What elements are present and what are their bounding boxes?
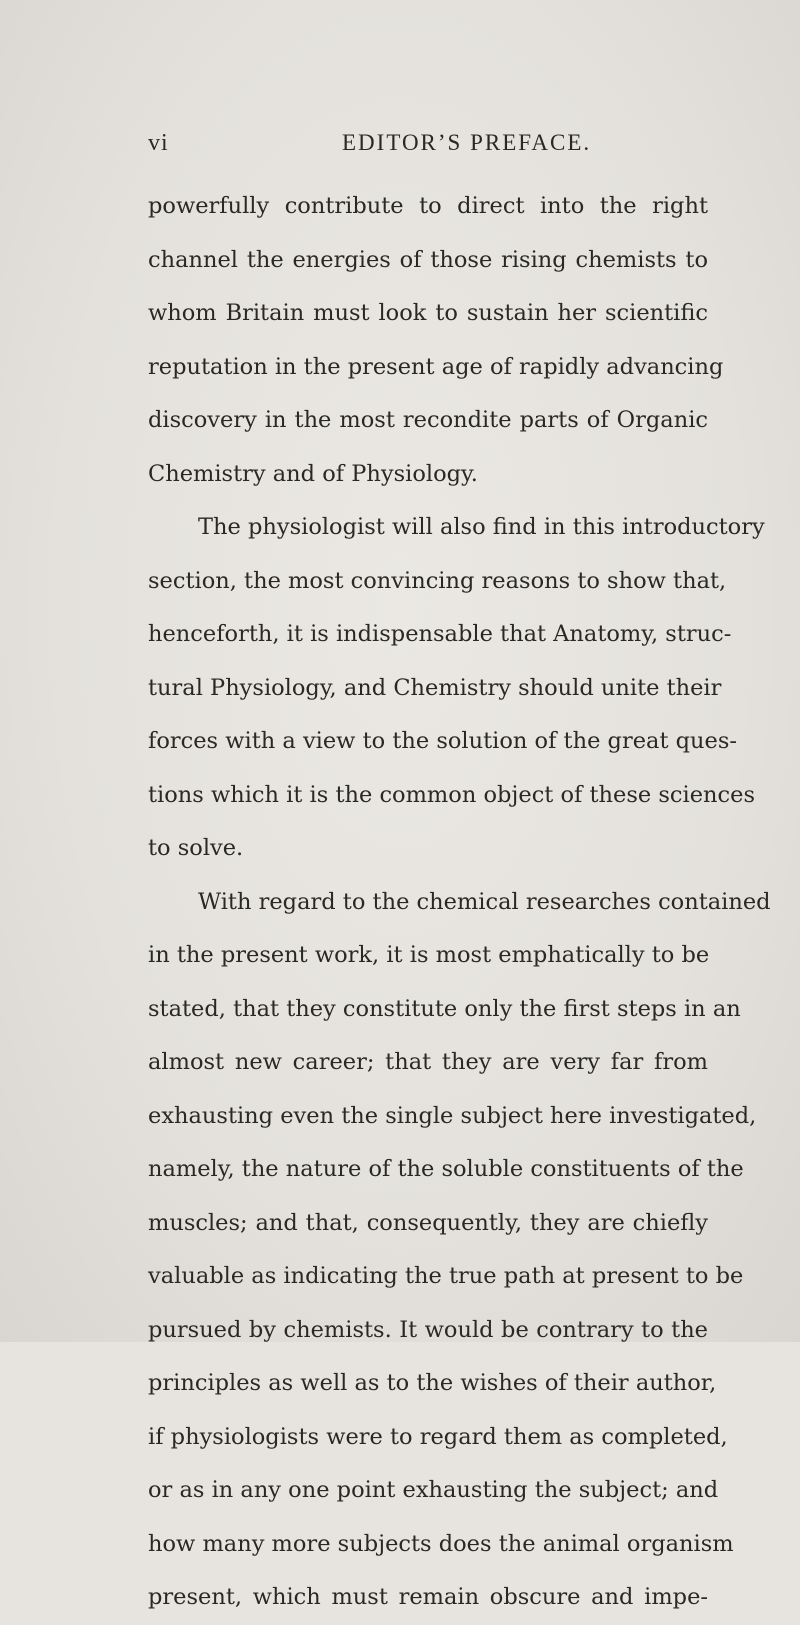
text-line: pursued by chemists. It would be contrary to the — [148, 1316, 708, 1343]
text-line: to solve. — [148, 835, 244, 861]
text-line: henceforth, it is indispensable that Anatomy, struc- — [148, 621, 732, 647]
body-text — [148, 180, 771, 1625]
text-line: principles as well as to the wishes of their author, — [148, 1370, 717, 1396]
text-line: or as in any one point exhausting the subject; and — [148, 1477, 719, 1503]
text-line: stated, that they constitute only the first steps in an — [148, 995, 741, 1022]
text-line: powerfully contribute to direct into the right — [148, 193, 708, 219]
text-line: how many more subjects does the animal organism — [148, 1530, 734, 1557]
text-line: present, which must remain obscure and impe- — [148, 1584, 708, 1610]
text-line: namely, the nature of the soluble constituents of the — [148, 1156, 744, 1182]
text-line: tions which it is the common object of these sciences — [148, 781, 755, 808]
text-line: channel the energies of those rising chemists to — [148, 246, 708, 273]
text-line: reputation in the present age of rapidly advancing — [148, 353, 724, 380]
text-line: discovery in the most recondite parts of Organic — [148, 407, 708, 433]
text-line: muscles; and that, consequently, they are chiefly — [148, 1209, 708, 1236]
page-header — [148, 130, 708, 166]
text-line: The physiologist will also find in this introductory — [198, 514, 765, 540]
running-head: EDITOR’S PREFACE. — [342, 130, 592, 155]
text-line: if physiologists were to regard them as completed, — [148, 1423, 728, 1450]
text-line: exhausting even the single subject here investigated, — [148, 1102, 757, 1129]
text-line: valuable as indicating the true path at present to be — [148, 1263, 744, 1289]
text-line: Chemistry and of Physiology. — [148, 460, 478, 487]
text-line: in the present work, it is most emphatically to be — [148, 942, 710, 968]
text-line: forces with a view to the solution of the great ques- — [148, 728, 737, 754]
text-line: section, the most convincing reasons to show that, — [148, 567, 727, 594]
text-line: almost new career; that they are very far from — [148, 1049, 708, 1075]
text-line: tural Physiology, and Chemistry should unite their — [148, 674, 722, 701]
page-number: vi — [148, 130, 169, 156]
text-line: whom Britain must look to sustain her scientific — [148, 300, 708, 326]
text-line: With regard to the chemical researches contained — [198, 888, 771, 915]
